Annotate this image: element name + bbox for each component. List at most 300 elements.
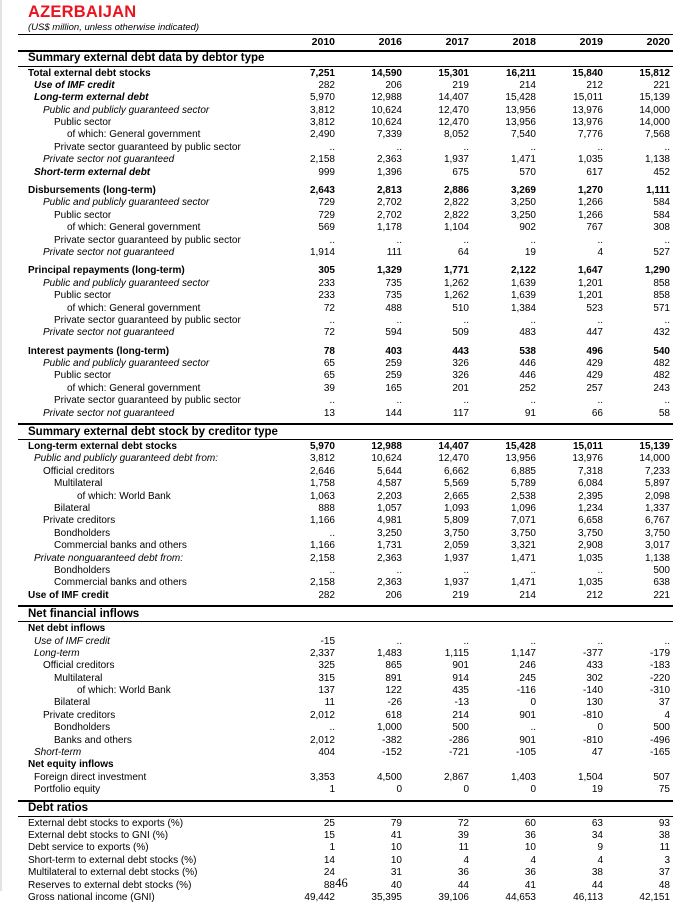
row-value: 282 (268, 80, 335, 92)
row-label: Private sector guaranteed by public sector (28, 395, 268, 407)
row-value: 2,158 (268, 577, 335, 589)
row-value: 221 (603, 80, 670, 92)
table-row (28, 735, 670, 747)
row-group (28, 265, 670, 339)
table-row (28, 830, 670, 842)
table-row (28, 315, 670, 327)
row-value: 0 (469, 784, 536, 796)
row-value: 594 (335, 327, 402, 339)
row-value: 2,122 (469, 265, 536, 277)
row-value: 245 (469, 673, 536, 685)
row-label: Debt service to exports (%) (28, 842, 268, 854)
row-value: 12,988 (335, 441, 402, 453)
row-value: 14,407 (402, 92, 469, 104)
row-value: -220 (603, 673, 670, 685)
row-value: 13,976 (536, 105, 603, 117)
row-value: 36 (402, 867, 469, 879)
row-value: 308 (603, 222, 670, 234)
row-value: 4,981 (335, 515, 402, 527)
row-value: .. (536, 395, 603, 407)
table-row (28, 327, 670, 339)
table-row (28, 660, 670, 672)
row-value: 1,483 (335, 648, 402, 660)
row-value: .. (402, 315, 469, 327)
row-value: 13,956 (469, 453, 536, 465)
row-value: 5,809 (402, 515, 469, 527)
row-value: 91 (469, 408, 536, 420)
row-value: 65 (268, 358, 335, 370)
table-row (28, 222, 670, 234)
row-value: 14 (268, 855, 335, 867)
row-value: 1,147 (469, 648, 536, 660)
row-value: 914 (402, 673, 469, 685)
row-value: 31 (335, 867, 402, 879)
row-value: 2,822 (402, 210, 469, 222)
row-value: 93 (603, 818, 670, 830)
row-value: 7,776 (536, 129, 603, 141)
row-value: 1,057 (335, 503, 402, 515)
table-row (28, 235, 670, 247)
row-value: 47 (536, 747, 603, 759)
row-value: 214 (469, 80, 536, 92)
row-value: 570 (469, 167, 536, 179)
table-row (28, 540, 670, 552)
row-value: 11 (402, 842, 469, 854)
row-value: -382 (335, 735, 402, 747)
row-value: 452 (603, 167, 670, 179)
row-value: 39,106 (402, 892, 469, 904)
table-row (28, 466, 670, 478)
row-label: External debt stocks to exports (%) (28, 818, 268, 830)
row-value: .. (402, 636, 469, 648)
row-value: 243 (603, 383, 670, 395)
row-value: 122 (335, 685, 402, 697)
row-value: .. (536, 636, 603, 648)
row-value: 7,318 (536, 466, 603, 478)
row-value: 302 (536, 673, 603, 685)
row-label: Bilateral (28, 503, 268, 515)
row-value: 9 (536, 842, 603, 854)
row-value: 901 (469, 735, 536, 747)
row-value: 1,035 (536, 577, 603, 589)
table-row (28, 710, 670, 722)
row-group (28, 346, 670, 420)
row-value: 212 (536, 590, 603, 602)
row-value: 206 (335, 590, 402, 602)
table-row (28, 68, 670, 80)
row-value: 219 (402, 590, 469, 602)
row-value: 483 (469, 327, 536, 339)
row-value: 15,840 (536, 68, 603, 80)
row-value: 2,867 (402, 772, 469, 784)
row-value: 14,000 (603, 453, 670, 465)
row-label: Short-term (28, 747, 268, 759)
page-number: 46 (0, 876, 683, 891)
row-value: .. (402, 395, 469, 407)
row-value: 1,396 (335, 167, 402, 179)
row-value: 902 (469, 222, 536, 234)
row-value: 44,653 (469, 892, 536, 904)
table-row (28, 129, 670, 141)
row-label: Disbursements (long-term) (28, 185, 268, 197)
row-value: 1,471 (469, 154, 536, 166)
row-value: 15,301 (402, 68, 469, 80)
row-value: 2,886 (402, 185, 469, 197)
row-value: 482 (603, 358, 670, 370)
row-value: 63 (536, 818, 603, 830)
table-row (28, 685, 670, 697)
row-value: 888 (268, 503, 335, 515)
row-value: -377 (536, 648, 603, 660)
row-label: Private sector guaranteed by public sector (28, 142, 268, 154)
row-value: 2,908 (536, 540, 603, 552)
table-row (28, 553, 670, 565)
row-value: .. (268, 565, 335, 577)
table-row (28, 673, 670, 685)
row-value: 41 (469, 880, 536, 892)
row-value: 40 (335, 880, 402, 892)
row-value: 1,771 (402, 265, 469, 277)
row-value: .. (335, 395, 402, 407)
row-value: 865 (335, 660, 402, 672)
table-row (28, 590, 670, 602)
row-label: Long-term external debt stocks (28, 441, 268, 453)
row-value: 282 (268, 590, 335, 602)
row-value: 500 (402, 722, 469, 734)
row-value: 325 (268, 660, 335, 672)
row-value: 257 (536, 383, 603, 395)
row-value: 38 (603, 830, 670, 842)
row-value: 1,914 (268, 247, 335, 259)
row-value: 5,789 (469, 478, 536, 490)
row-value: 429 (536, 358, 603, 370)
row-value: 2,337 (268, 648, 335, 660)
row-value: 3,017 (603, 540, 670, 552)
row-value: 3,353 (268, 772, 335, 784)
row-value: 1,035 (536, 154, 603, 166)
row-value: 72 (402, 818, 469, 830)
row-value: .. (469, 636, 536, 648)
row-value: 523 (536, 303, 603, 315)
row-value: 15,139 (603, 92, 670, 104)
row-value: 584 (603, 210, 670, 222)
year-column-header: 2020 (603, 37, 670, 48)
row-label: Principal repayments (long-term) (28, 265, 268, 277)
row-value: 88 (268, 880, 335, 892)
row-value: 12,470 (402, 105, 469, 117)
row-value: 488 (335, 303, 402, 315)
row-value: 64 (402, 247, 469, 259)
row-value: 36 (469, 830, 536, 842)
row-value: 5,970 (268, 92, 335, 104)
row-value: 10,624 (335, 453, 402, 465)
row-value: .. (603, 235, 670, 247)
row-value: 8,052 (402, 129, 469, 141)
row-value: .. (402, 565, 469, 577)
row-value: .. (335, 565, 402, 577)
row-value: 2,158 (268, 553, 335, 565)
row-value: 1,262 (402, 290, 469, 302)
table-row (28, 784, 670, 796)
row-value: .. (469, 395, 536, 407)
row-value: 675 (402, 167, 469, 179)
row-label: Public sector (28, 117, 268, 129)
row-value: 13,976 (536, 117, 603, 129)
row-value: 1,063 (268, 491, 335, 503)
row-value: .. (603, 142, 670, 154)
row-label: of which: General government (28, 383, 268, 395)
row-label: Interest payments (long-term) (28, 346, 268, 358)
row-value: 117 (402, 408, 469, 420)
row-value: 1,104 (402, 222, 469, 234)
row-value: 2,059 (402, 540, 469, 552)
row-value: .. (335, 636, 402, 648)
debt-table (28, 52, 670, 905)
row-value: 1,471 (469, 577, 536, 589)
table-row (28, 577, 670, 589)
row-value: 1,290 (603, 265, 670, 277)
row-value: 1,337 (603, 503, 670, 515)
row-value: 4,587 (335, 478, 402, 490)
year-column-header: 2017 (402, 37, 469, 48)
row-value: 259 (335, 370, 402, 382)
table-row (28, 503, 670, 515)
row-label: Public sector (28, 370, 268, 382)
row-value: 1,647 (536, 265, 603, 277)
row-group (28, 818, 670, 905)
row-value: 212 (536, 80, 603, 92)
row-value: 1 (268, 842, 335, 854)
table-row (28, 441, 670, 453)
table-row (28, 722, 670, 734)
row-value: 500 (603, 565, 670, 577)
row-value: 72 (268, 303, 335, 315)
row-value: 638 (603, 577, 670, 589)
row-value: 858 (603, 278, 670, 290)
row-value: 5,970 (268, 441, 335, 453)
row-value: 1,403 (469, 772, 536, 784)
row-value: 891 (335, 673, 402, 685)
row-value: 443 (402, 346, 469, 358)
row-value: 39 (268, 383, 335, 395)
row-value: -179 (603, 648, 670, 660)
table-row (28, 247, 670, 259)
row-value: 858 (603, 290, 670, 302)
row-label: Bondholders (28, 722, 268, 734)
row-value: 3,250 (335, 528, 402, 540)
row-value: 16,211 (469, 68, 536, 80)
row-label: Commercial banks and others (28, 540, 268, 552)
row-label: Short-term external debt (28, 167, 268, 179)
row-value: 2,813 (335, 185, 402, 197)
row-value: 79 (335, 818, 402, 830)
table-row (28, 408, 670, 420)
row-value: 447 (536, 327, 603, 339)
table-row (28, 383, 670, 395)
row-value: -152 (335, 747, 402, 759)
row-label: Private sector guaranteed by public sector (28, 315, 268, 327)
row-value: 25 (268, 818, 335, 830)
row-value: 14,590 (335, 68, 402, 80)
row-value: 2,665 (402, 491, 469, 503)
row-label: Private creditors (28, 710, 268, 722)
row-value: .. (469, 315, 536, 327)
row-value: 5,569 (402, 478, 469, 490)
row-value: .. (469, 565, 536, 577)
table-row (28, 358, 670, 370)
row-label: Use of IMF credit (28, 590, 268, 602)
row-value: 1,178 (335, 222, 402, 234)
table-row (28, 197, 670, 209)
row-value: 901 (469, 710, 536, 722)
row-value: 111 (335, 247, 402, 259)
row-value: 1,000 (335, 722, 402, 734)
section-body (28, 622, 670, 797)
row-value: 509 (402, 327, 469, 339)
row-value: 12,988 (335, 92, 402, 104)
row-label: Long-term (28, 648, 268, 660)
row-value: 10 (469, 842, 536, 854)
row-value: .. (335, 315, 402, 327)
row-label: Private creditors (28, 515, 268, 527)
row-label: Commercial banks and others (28, 577, 268, 589)
row-value: 1 (268, 784, 335, 796)
row-label: Private sector not guaranteed (28, 408, 268, 420)
row-value: 60 (469, 818, 536, 830)
row-value: 500 (603, 722, 670, 734)
row-value: 14,407 (402, 441, 469, 453)
row-value: 435 (402, 685, 469, 697)
row-value: 4 (603, 710, 670, 722)
row-value: 7,233 (603, 466, 670, 478)
row-value: 1,138 (603, 553, 670, 565)
table-row (28, 265, 670, 277)
row-value: 15,428 (469, 92, 536, 104)
row-value: .. (469, 142, 536, 154)
row-value: 7,339 (335, 129, 402, 141)
row-label: Net debt inflows (28, 623, 670, 635)
table-row (28, 759, 670, 771)
table-row (28, 892, 670, 904)
row-value: 10,624 (335, 117, 402, 129)
row-value: 11 (268, 697, 335, 709)
row-value: 1,115 (402, 648, 469, 660)
row-value: 5,644 (335, 466, 402, 478)
row-value: -721 (402, 747, 469, 759)
row-value: 1,262 (402, 278, 469, 290)
row-value: 37 (603, 697, 670, 709)
row-value: 3,750 (536, 528, 603, 540)
row-value: 41 (335, 830, 402, 842)
row-value: 403 (335, 346, 402, 358)
row-value: 214 (402, 710, 469, 722)
row-value: 3,812 (268, 105, 335, 117)
row-value: 15,428 (469, 441, 536, 453)
row-value: 735 (335, 278, 402, 290)
row-value: .. (536, 142, 603, 154)
row-label: of which: General government (28, 129, 268, 141)
row-label: of which: World Bank (28, 491, 268, 503)
row-value: .. (268, 722, 335, 734)
row-value: .. (335, 235, 402, 247)
row-value: 7,071 (469, 515, 536, 527)
row-value: -165 (603, 747, 670, 759)
row-value: 7,540 (469, 129, 536, 141)
row-value: 13,956 (469, 105, 536, 117)
table-row (28, 185, 670, 197)
table-row (28, 747, 670, 759)
row-label: of which: World Bank (28, 685, 268, 697)
row-label: Foreign direct investment (28, 772, 268, 784)
row-value: 2,643 (268, 185, 335, 197)
row-value: 206 (335, 80, 402, 92)
row-value: -310 (603, 685, 670, 697)
row-value: 10 (335, 842, 402, 854)
row-value: 72 (268, 327, 335, 339)
row-value: 4 (402, 855, 469, 867)
row-label: Official creditors (28, 466, 268, 478)
row-value: 214 (469, 590, 536, 602)
table-row (28, 290, 670, 302)
table-row (28, 697, 670, 709)
row-value: -183 (603, 660, 670, 672)
row-value: 433 (536, 660, 603, 672)
row-group (28, 185, 670, 259)
row-value: 3,812 (268, 453, 335, 465)
row-value: 38 (536, 867, 603, 879)
row-value: -810 (536, 735, 603, 747)
row-value: -116 (469, 685, 536, 697)
row-value: 252 (469, 383, 536, 395)
row-label: Long-term external debt (28, 92, 268, 104)
row-value: 584 (603, 197, 670, 209)
section-heading: Debt ratios (18, 800, 673, 817)
row-value: 3,250 (469, 197, 536, 209)
row-value: .. (469, 235, 536, 247)
row-value: 6,662 (402, 466, 469, 478)
row-value: 2,702 (335, 210, 402, 222)
row-value: 14,000 (603, 117, 670, 129)
row-value: 1,138 (603, 154, 670, 166)
row-value: 233 (268, 290, 335, 302)
row-value: 1,266 (536, 197, 603, 209)
row-value: -140 (536, 685, 603, 697)
row-value: 219 (402, 80, 469, 92)
years-header-row (18, 35, 673, 52)
table-row (28, 528, 670, 540)
row-value: 1,270 (536, 185, 603, 197)
row-value: 66 (536, 408, 603, 420)
row-value: 4 (536, 247, 603, 259)
row-value: 11 (603, 842, 670, 854)
row-value: 538 (469, 346, 536, 358)
row-value: 1,937 (402, 553, 469, 565)
row-value: 3,750 (469, 528, 536, 540)
row-value: 1,234 (536, 503, 603, 515)
table-row (28, 154, 670, 166)
row-group (28, 441, 670, 602)
row-value: 7,251 (268, 68, 335, 80)
section-heading: Net financial inflows (18, 605, 673, 622)
row-value: 3,269 (469, 185, 536, 197)
table-row (28, 453, 670, 465)
row-value: 58 (603, 408, 670, 420)
page-subtitle: (US$ million, unless otherwise indicated) (18, 22, 673, 35)
row-value: .. (402, 235, 469, 247)
row-value: 3,750 (603, 528, 670, 540)
row-value: 0 (536, 722, 603, 734)
row-value: 482 (603, 370, 670, 382)
